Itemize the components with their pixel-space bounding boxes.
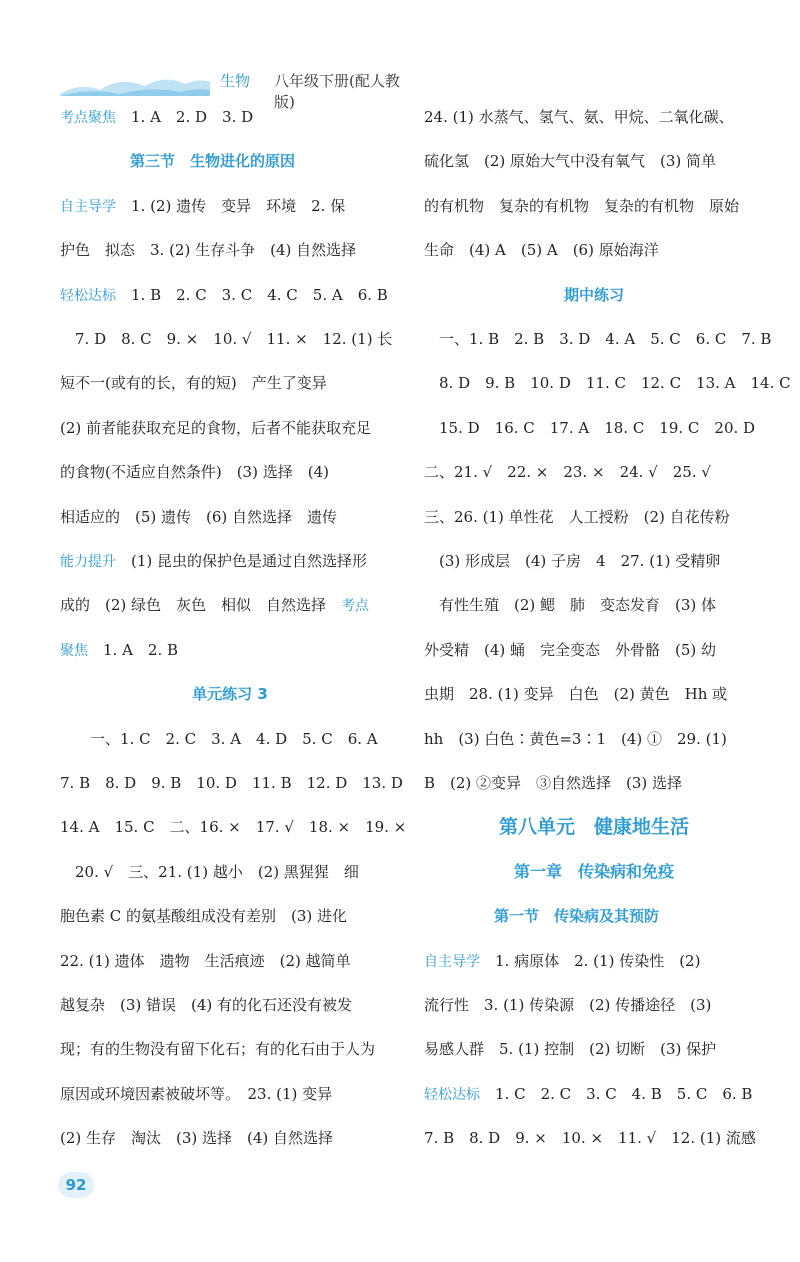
exercise-heading: 单元练习 3 (192, 685, 268, 704)
answer-text: 1. 病原体 2. (1) 传染性 (2) (495, 951, 701, 970)
answer-line (424, 415, 755, 441)
answer-line (424, 1125, 756, 1151)
answer-text: 胞色素 C 的氨基酸组成没有差别 (3) 进化 (60, 907, 348, 926)
unit-title: 第八单元 健康地生活 (498, 816, 689, 839)
answer-text: 二、21. √ 22. × 23. × 24. √ 25. √ (424, 463, 711, 482)
answer-line (60, 193, 345, 219)
answer-line (60, 326, 392, 352)
answer-line (424, 504, 730, 530)
answer-text: 短不一(或有的长，有的短) 产生了变异 (60, 374, 327, 393)
answer-line (424, 681, 727, 707)
answer-line (60, 681, 400, 707)
answer-text: 原因或环境因素被破坏等。 23. (1) 变异 (60, 1084, 333, 1103)
answer-text: 护色 拟态 3. (2) 生存斗争 (4) 自然选择 (60, 241, 357, 260)
answer-line (130, 148, 295, 174)
answer-line (60, 726, 378, 752)
answer-text: (1) 昆虫的保护色是通过自然选择形 (131, 552, 368, 570)
answer-line (424, 637, 716, 663)
answer-line (60, 770, 403, 796)
answer-line (60, 459, 329, 485)
answer-line (60, 282, 388, 308)
answer-line (60, 370, 327, 396)
answer-line (60, 504, 337, 530)
answer-text: hh (3) 白色∶黄色=3∶1 (4) ① 29. (1) (424, 729, 727, 748)
exercise-heading: 期中练习 (563, 285, 624, 304)
answer-text: 的有机物 复杂的有机物 复杂的有机物 原始 (424, 196, 740, 215)
answer-line (424, 859, 764, 885)
section-tag: 自主导学 (60, 198, 116, 215)
answer-line (60, 814, 406, 840)
answer-text: 7. D 8. C 9. × 10. √ 11. × 12. (1) 长 (60, 330, 393, 348)
answer-text: B (2) ②变异 ③自然选择 (3) 选择 (424, 774, 683, 792)
section-tag: 聚焦 (60, 642, 88, 659)
answer-line (60, 237, 356, 263)
answer-line (60, 948, 351, 974)
answer-line (424, 814, 764, 840)
answer-line (424, 1081, 752, 1107)
answer-text: 硫化氢 (2) 原始大气中没有氧气 (3) 简单 (424, 152, 717, 171)
answer-text: 越复杂 (3) 错误 (4) 有的化石还没有被发 (60, 996, 353, 1014)
answer-text: 22. (1) 遗体 遗物 生活痕迹 (2) 越简单 (60, 951, 351, 970)
answer-text: 流行性 3. (1) 传染源 (2) 传播途径 (3) (424, 996, 712, 1014)
answer-text: 外受精 (4) 蛹 完全变态 外骨骼 (5) 幼 (424, 640, 717, 659)
answer-text: (3) 形成层 (4) 子房 4 27. (1) 受精卵 (424, 552, 721, 570)
answer-text: (2) 前者能获取充足的食物，后者不能获取充足 (60, 418, 372, 437)
answer-text: 1. A 2. B (103, 640, 179, 659)
section-tag: 自主导学 (424, 953, 480, 970)
answer-text: 14. A 15. C 二、16. × 17. √ 18. × 19. × (60, 818, 407, 837)
section-tag: 考点聚焦 (60, 110, 116, 126)
answer-text: 一、1. B 2. B 3. D 4. A 5. C 6. C 7. B (424, 330, 772, 348)
answer-line (424, 193, 739, 219)
answer-text: (2) 生存 淘汰 (3) 选择 (4) 自然选择 (60, 1129, 334, 1148)
answer-line (424, 104, 734, 130)
page-header (60, 64, 400, 111)
answer-text: 1. (2) 遗传 变异 环境 2. 保 (131, 196, 346, 215)
answer-line (424, 548, 720, 574)
answer-line (60, 592, 369, 618)
answer-line (424, 148, 716, 174)
answer-text: 1. B 2. C 3. C 4. C 5. A 6. B (131, 285, 388, 304)
answer-line (60, 1036, 375, 1062)
answer-text: 有性生殖 (2) 鳃 肺 变态发育 (3) 体 (424, 596, 717, 615)
answer-text: 1. C 2. C 3. C 4. B 5. C 6. B (495, 1084, 753, 1103)
answer-line (60, 859, 359, 885)
answer-text: 7. B 8. D 9. × 10. × 11. √ 12. (1) 流感 (424, 1129, 756, 1148)
answer-text: 三、26. (1) 单性花 人工授粉 (2) 自花传粉 (424, 507, 730, 526)
answer-line (424, 370, 791, 396)
answer-text: 成的 (2) 绿色 灰色 相似 自然选择 (60, 596, 327, 615)
answer-line (424, 282, 764, 308)
page-number: 92 (58, 1172, 94, 1198)
answer-line (60, 1125, 333, 1151)
answer-line (60, 104, 253, 130)
answer-line (424, 948, 700, 974)
chapter-title: 第一章 传染病和免疫 (513, 861, 674, 881)
answer-line (60, 903, 347, 929)
section-title: 第一节 传染病及其预防 (494, 907, 660, 926)
answer-line (494, 903, 659, 929)
answer-text: 24. (1) 水蒸气、氢气、氨、甲烷、二氧化碳、 (424, 108, 734, 126)
answer-line (424, 992, 711, 1018)
answer-text: 虫期 28. (1) 变异 白色 (2) 黄色 Hh 或 (424, 685, 728, 704)
answer-line (424, 326, 771, 352)
cloud-wave-icon (60, 72, 210, 96)
section-tag: 考点 (341, 598, 370, 615)
answer-line (424, 592, 716, 618)
answer-text: 相适应的 (5) 遗传 (6) 自然选择 遗传 (60, 507, 338, 526)
answer-line (424, 770, 682, 796)
answer-line (60, 548, 367, 574)
answer-line (424, 726, 727, 752)
section-tag: 轻松达标 (424, 1086, 480, 1103)
answer-line (60, 637, 178, 663)
subject-label: 生物 (220, 72, 251, 90)
answer-line (424, 237, 659, 263)
answer-text: 1. A 2. D 3. D (131, 108, 254, 126)
answer-text: 15. D 16. C 17. A 18. C 19. C 20. D (424, 418, 756, 437)
answer-line (60, 1081, 332, 1107)
section-tag: 能力提升 (60, 554, 116, 570)
answer-text: 现；有的生物没有留下化石；有的化石由于人为 (60, 1040, 376, 1059)
answer-line (424, 459, 711, 485)
section-title: 第三节 生物进化的原因 (130, 152, 296, 171)
answer-line (60, 415, 371, 441)
grade-label: 八年级下册(配人教版) (274, 72, 400, 111)
answer-text: 一、1. C 2. C 3. A 4. D 5. C 6. A (60, 729, 378, 748)
answer-text: 8. D 9. B 10. D 11. C 12. C 13. A 14. C (424, 374, 791, 393)
answer-text: 生命 (4) A (5) A (6) 原始海洋 (424, 241, 659, 260)
answer-line (60, 992, 352, 1018)
answer-text: 易感人群 5. (1) 控制 (2) 切断 (3) 保护 (424, 1040, 717, 1059)
answer-text: 的食物(不适应自然条件) (3) 选择 (4) (60, 463, 329, 482)
section-tag: 轻松达标 (60, 287, 116, 304)
answer-text: 20. √ 三、21. (1) 越小 (2) 黑猩猩 细 (60, 862, 359, 881)
answer-text: 7. B 8. D 9. B 10. D 11. B 12. D 13. D (60, 774, 403, 792)
answer-line (424, 1036, 716, 1062)
